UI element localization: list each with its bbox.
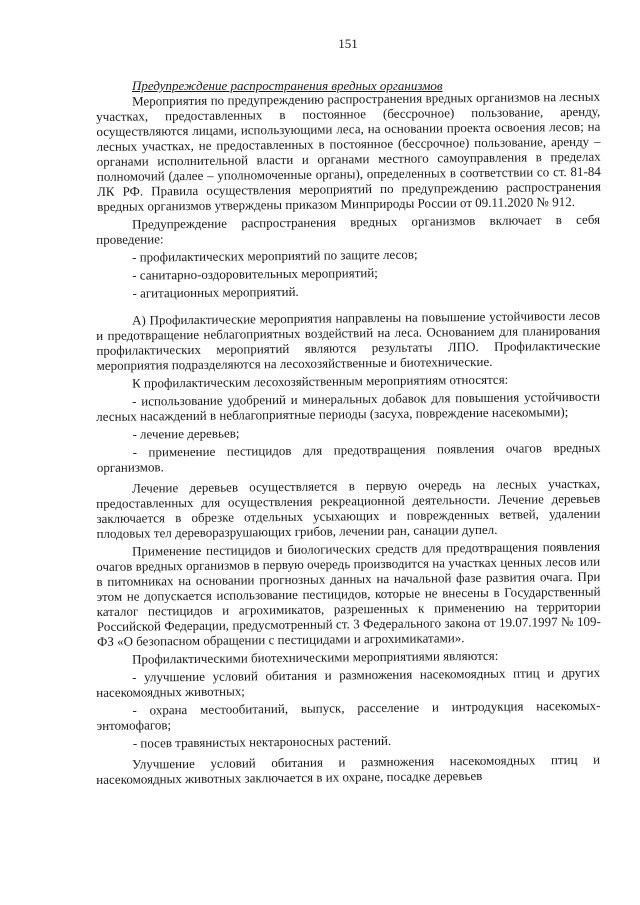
list-item: - санитарно-оздоровительных мероприятий; — [132, 265, 378, 283]
list-item: - улучшение условий обитания и размножения насекомоядных птиц и других насекомоядных животных; — [96, 664, 601, 700]
list-item: - профилактических мероприятий по защите лесов; — [131, 246, 418, 265]
paragraph-3: А) Профилактические мероприятия направлены на повышение устойчивости лесов и предотвращение неблагоприятных воздействий на леса. Основанием для планирования профилактических мероприятий являются результаты ЛПО. Профилактические мероприятия подразделяются на лесохозяйственные и биотехнические. — [96, 307, 601, 373]
paragraph-2: Предупреждение распространения вредных организмов включает в себя проведение: — [96, 211, 601, 247]
list-item: - агитационных мероприятий. — [132, 283, 299, 301]
list-item: - посев травянистых нектароносных растений. — [132, 732, 392, 751]
paragraph-1: Мероприятия по предупреждению распространения вредных организмов на лесных участках, предоставленных в постоянное (бессрочное) пользование, аренду, осуществляются лицами, использующими леса, на основании проекта освоения лесов; на лесных участках, не предоставленных в постоянное (бессрочное) пользование, аренду – органами исполнительной власти и органами местного самоуправления в пределах полномочий (далее – уполномоченные органы), определенных в соответствии со ст. 81-84 ЛК РФ. Правила осуществления мероприятий по предупреждению распространения вредных организмов утверждены приказом Минприроды России от 09.11.2020 № 912. — [96, 88, 602, 214]
paragraph-4: К профилактическим лесохозяйственным мероприятиям относятся: — [131, 371, 509, 391]
paragraph-5: Лечение деревьев осуществляется в первую очередь на лесных участках, предоставленных для осуществления рекреационной деятельности. Лечение деревьев заключается в обрезке отдельных усыхающих и поврежденных ветвей, удалении плодовых тел дереворазрушающих грибов, лечении ран, санации дупел. — [96, 475, 601, 541]
paragraph-8: Улучшение условий обитания и размножения насекомоядных птиц и насекомоядных животных заключается в их охране, посадке деревьев — [96, 751, 601, 787]
biotech-measures-list — [96, 665, 601, 751]
measures-list — [96, 245, 601, 301]
list-item: - охрана местообитаний, выпуск, расселение и интродукция насекомых-энтомофагов; — [96, 697, 601, 733]
section-heading: Предупреждение распространения вредных организмов — [132, 78, 443, 93]
forestry-measures-list — [96, 389, 601, 475]
page-number: 151 — [338, 36, 358, 51]
list-item: - использование удобрений и минеральных добавок для повышения устойчивости лесных насаждений в неблагоприятные периоды (засуха, повреждение насекомыми); — [96, 388, 601, 424]
paragraph-6: Применение пестицидов и биологических средств для предотвращения появления очагов вредных организмов в первую очередь производится на участках ценных лесов или в питомниках на основании прогнозных данных на начальной фазе развития очага. При этом не допускается использование пестицидов, которые не внесены в Государственный каталог пестицидов и агрохимикатов, разрешенных к применению на территории Российской Федерации, предусмотренный ст. 3 Федерального закона от 19.07.1997 № 109-ФЗ «О безопасном обращении с пестицидами и агрохимикатами». — [96, 538, 601, 649]
list-item: - лечение деревьев; — [132, 425, 240, 442]
list-item: - применение пестицидов для предотвращения появления очагов вредных организмов. — [96, 439, 601, 475]
paragraph-7: Профилактическими биотехническими мероприятиями являются: — [131, 647, 499, 667]
